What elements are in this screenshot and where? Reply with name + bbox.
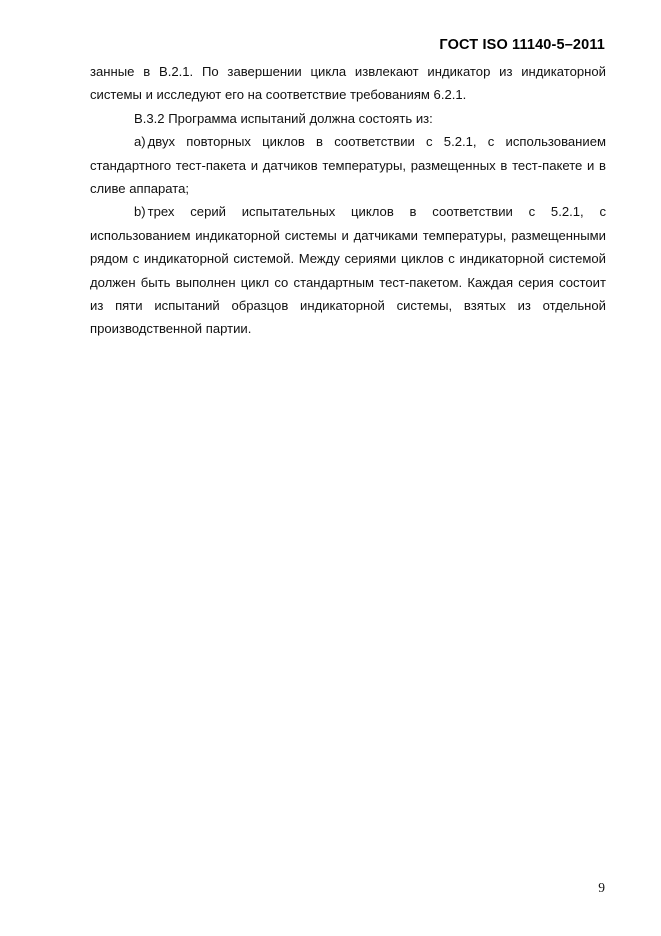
list-item-b-text: трех серий испытательных циклов в соответствии с 5.2.1, с использованием индикаторной системы и датчиками температуры, размещенными рядом с индикаторной системой. Между сериями циклов с индикаторной системой должен быть выполнен цикл со стандартным тест-пакетом. Каждая серия состоит из пяти испытаний образцов индикаторной системы, взятых из отдельной производственной партии. xyxy=(90,204,606,337)
list-item-a xyxy=(90,130,606,200)
list-item-b xyxy=(90,200,606,340)
list-item-a-text: двух повторных циклов в соответствии с 5.2.1, с использованием стандартного тест-пакета и датчиков температуры, размещенных в тест-пакете и в сливе аппарата; xyxy=(90,134,606,197)
running-header-standard-number: ГОСТ ISO 11140-5–2011 xyxy=(439,37,605,53)
page-text-column xyxy=(90,60,606,341)
page-number: 9 xyxy=(598,879,605,895)
paragraph-continuation: занные в В.2.1. По завершении цикла извлекают индикатор из индикаторной системы и исследуют его на соответствие требованиям 6.2.1. xyxy=(90,64,606,103)
list-item-b-marker: b) xyxy=(134,204,146,220)
clause-heading-b-3-2: В.3.2 Программа испытаний должна состоять из: xyxy=(134,110,433,126)
list-item-a-marker: a) xyxy=(134,134,146,150)
